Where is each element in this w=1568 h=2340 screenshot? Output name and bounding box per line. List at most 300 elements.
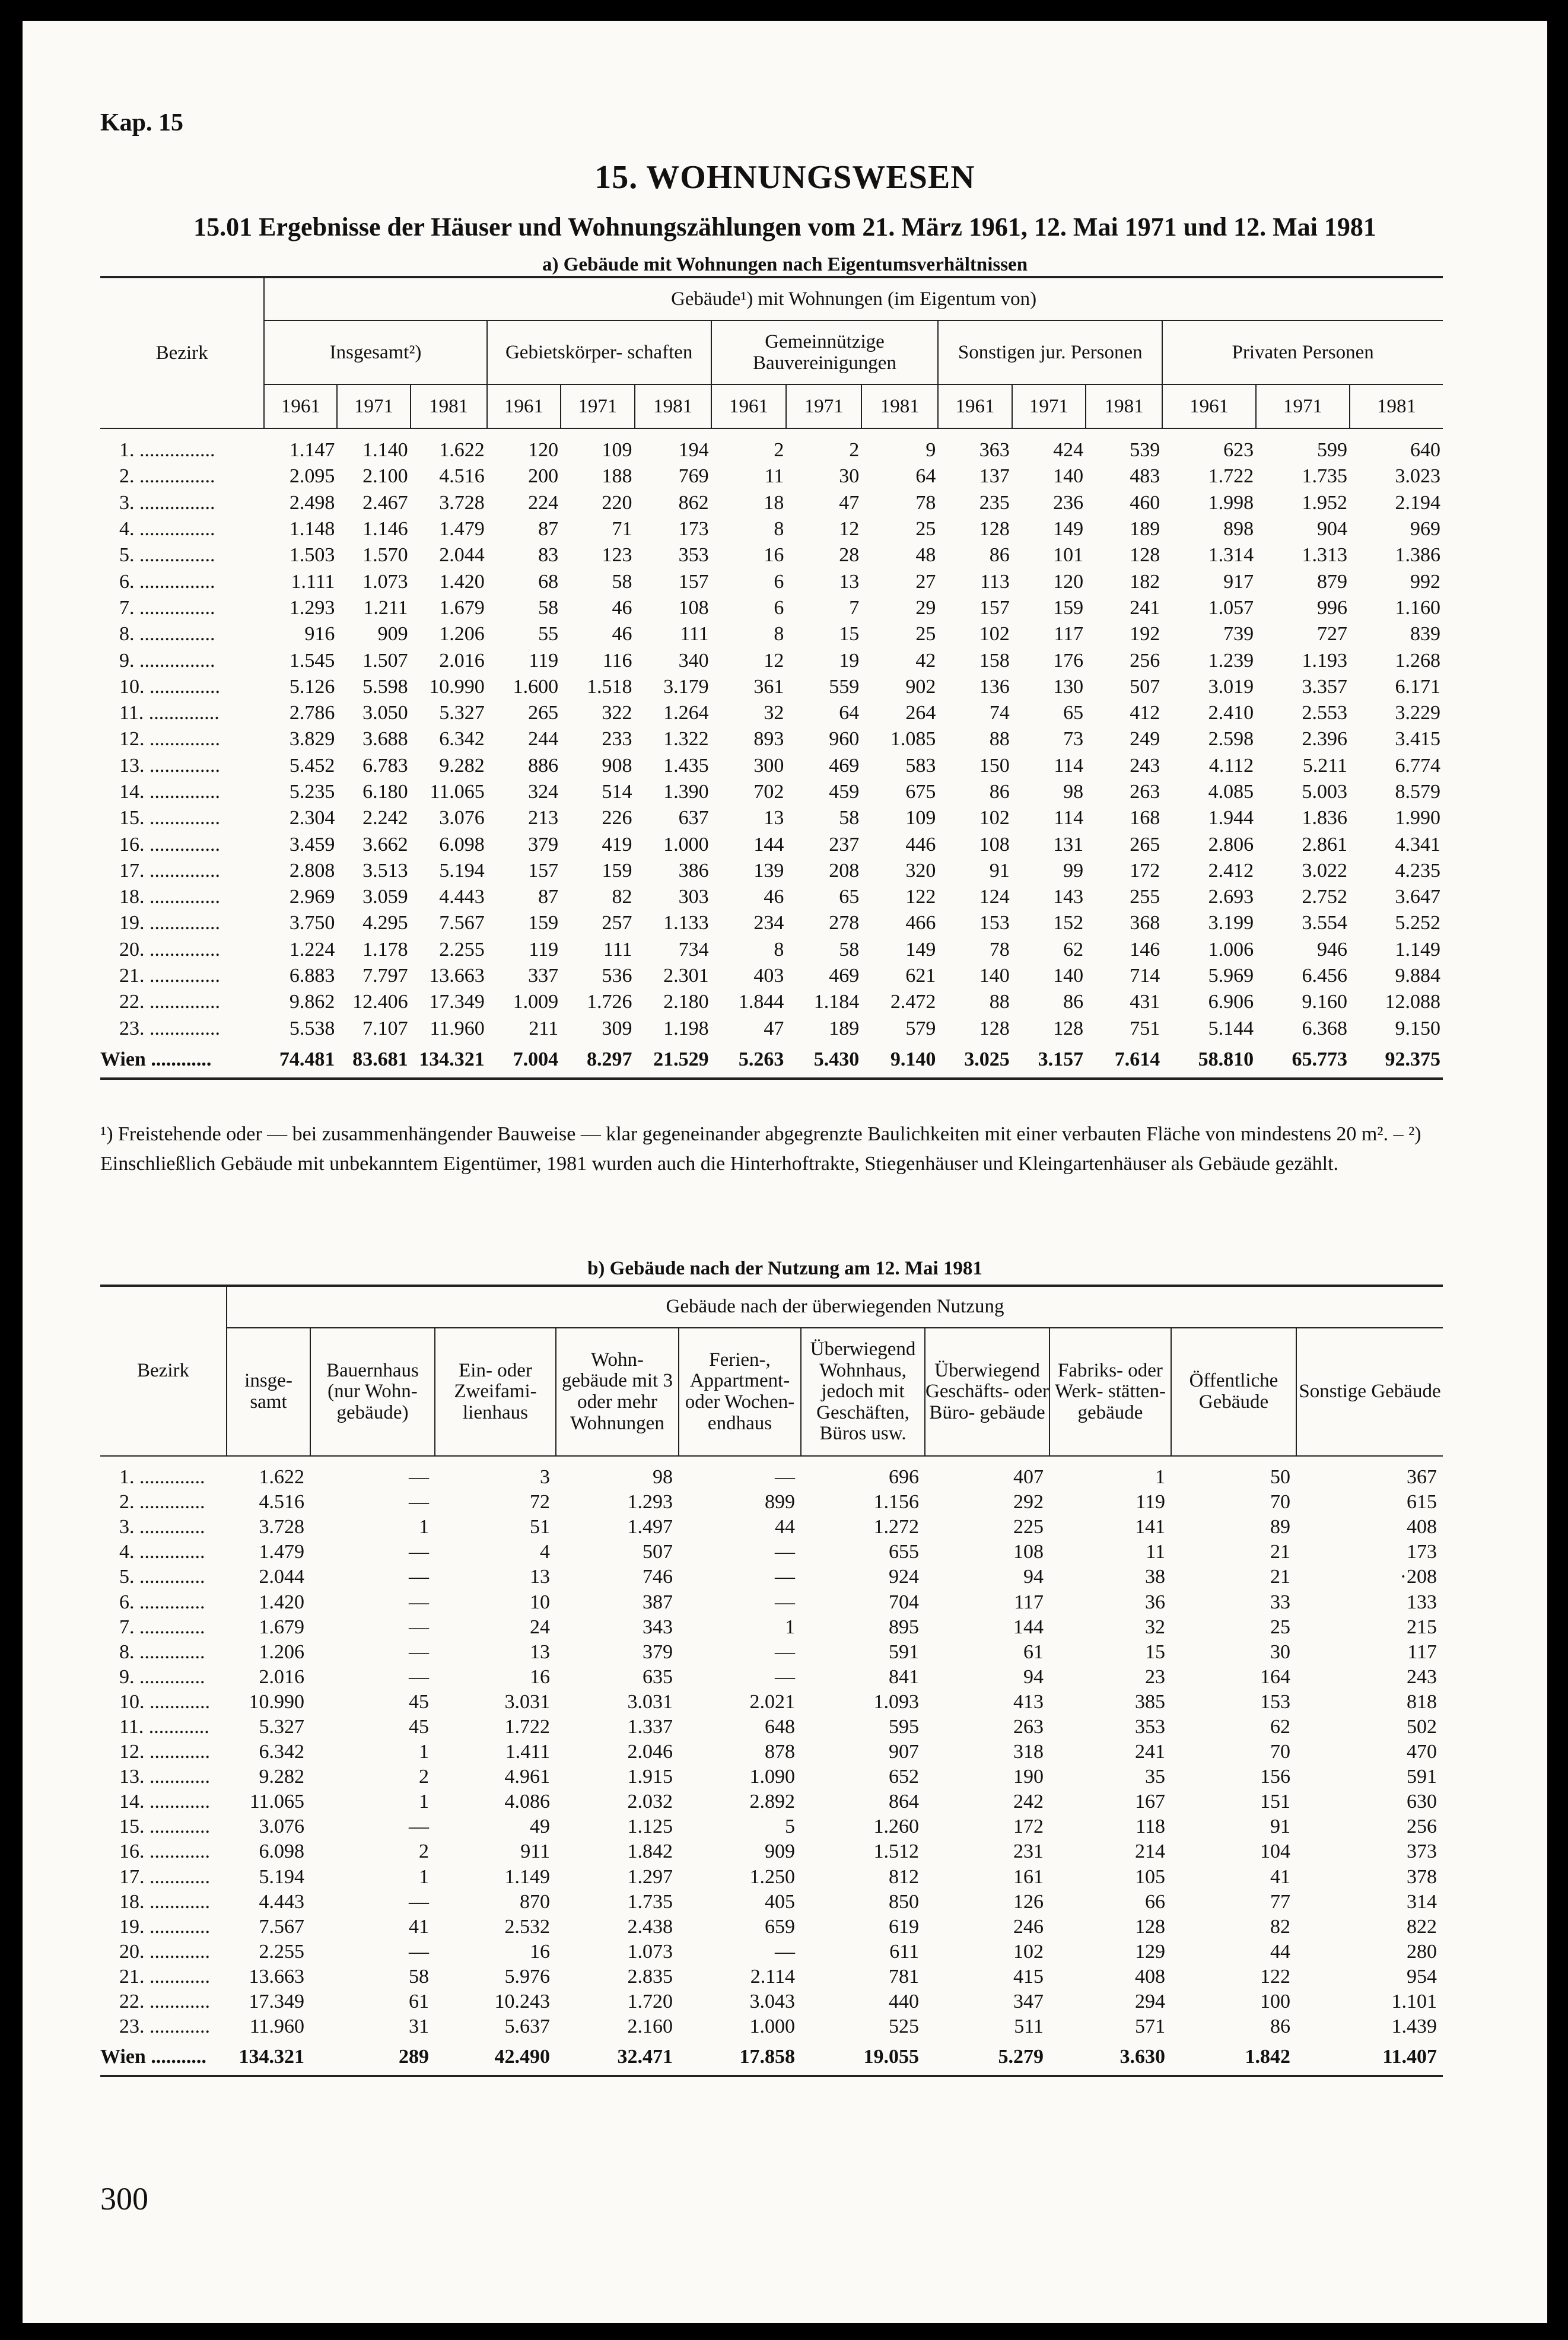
table-row (100, 463, 1443, 489)
year-header-cell: 1971 (1012, 384, 1086, 428)
table-cell: 3.179 (663, 675, 709, 698)
table-cell: 74 (989, 702, 1010, 724)
table-cell: 164 (1260, 1665, 1290, 1688)
table-cell: 5.327 (439, 702, 485, 724)
row-label: 9. ............... (119, 649, 215, 672)
row-label: 8. ............... (119, 623, 215, 646)
total-row (100, 2039, 1443, 2076)
table-cell: 3.023 (1395, 465, 1440, 488)
table-cell: 9.150 (1395, 1017, 1440, 1039)
group-header-cell: Privaten Personen (1162, 320, 1443, 384)
table-cell: 911 (520, 1840, 550, 1863)
table-a (100, 276, 1443, 1080)
table-cell: 109 (905, 807, 936, 829)
table-row (100, 831, 1443, 857)
table-cell: 1.149 (504, 1865, 550, 1888)
table-cell: 46 (764, 886, 784, 908)
total-cell: 19.055 (801, 2039, 925, 2076)
table-cell: 213 (528, 807, 559, 829)
table-cell: 152 (1053, 912, 1084, 934)
table-cell: 108 (979, 833, 1010, 856)
table-cell: 1.224 (289, 938, 335, 961)
table-cell: 28 (839, 544, 860, 567)
table-cell: 9.160 (1302, 991, 1347, 1013)
table-cell: 5.598 (362, 675, 408, 698)
table-cell: 2.016 (259, 1665, 304, 1688)
table-cell: 243 (1130, 754, 1160, 777)
table-cell: 946 (1316, 938, 1347, 961)
table-cell: 1.545 (289, 649, 335, 672)
table-cell: 3.031 (627, 1690, 673, 1713)
table-cell: 200 (528, 465, 559, 488)
table-row (100, 779, 1443, 805)
table-cell: 143 (1053, 886, 1084, 908)
row-label: 11. ............ (119, 1715, 209, 1738)
table-cell: 640 (1410, 439, 1440, 462)
table-cell: 916 (304, 623, 335, 646)
table-cell: 30 (1270, 1640, 1290, 1663)
row-label: 16. .............. (119, 833, 220, 856)
table-cell: 46 (612, 596, 632, 619)
table-cell: 36 (1145, 1591, 1165, 1613)
table-cell: 8 (774, 518, 784, 541)
table-cell: 25 (1270, 1616, 1290, 1638)
year-header-cell: 1981 (1086, 384, 1162, 428)
table-cell: 1.160 (1395, 596, 1440, 619)
table-cell: 86 (1270, 2015, 1290, 2038)
table-cell: — (775, 1665, 795, 1688)
table-cell: 64 (915, 465, 936, 488)
table-cell: 128 (979, 1017, 1010, 1039)
table-cell: 102 (979, 623, 1010, 646)
table-cell: 2.242 (362, 807, 408, 829)
table-row (100, 1964, 1443, 1989)
table-cell: 9.862 (289, 991, 335, 1013)
table-cell: 579 (905, 1017, 936, 1039)
table-cell: 41 (1270, 1865, 1290, 1888)
table-cell: 140 (979, 965, 1010, 987)
table-cell: 231 (1013, 1840, 1044, 1863)
table-cell: 2.969 (289, 886, 335, 908)
table-cell: 113 (979, 570, 1010, 593)
table-cell: 822 (1407, 1915, 1437, 1938)
table-cell: 91 (1270, 1816, 1290, 1838)
table-cell: 21 (1270, 1566, 1290, 1588)
table-cell: 9.282 (439, 754, 485, 777)
group-header-cell: Gemeinnützige Bauvereinigungen (711, 320, 939, 384)
table-cell: 623 (1223, 439, 1254, 462)
table-cell: 129 (1135, 1940, 1165, 1963)
table-cell: 48 (915, 544, 936, 567)
row-label: 5. ............... (119, 544, 215, 567)
table-cell: 5.211 (1302, 754, 1347, 777)
table-cell: 954 (1407, 1965, 1437, 1988)
table-cell: 13 (530, 1640, 550, 1663)
table-cell: 1.093 (873, 1690, 919, 1713)
table-row (100, 490, 1443, 516)
table-cell: 5.003 (1302, 781, 1347, 803)
table-cell: 908 (602, 754, 632, 777)
table-cell: 343 (643, 1616, 673, 1638)
table-cell: 5 (785, 1816, 795, 1838)
row-label: 10. .............. (119, 675, 220, 698)
table-cell: 1.293 (627, 1491, 673, 1514)
table-cell: 111 (603, 938, 632, 961)
table-cell: 1.507 (362, 649, 408, 672)
table-cell: 960 (829, 728, 860, 751)
table-cell: 2.396 (1302, 728, 1347, 751)
table-cell: 1.009 (513, 991, 559, 1013)
table-cell: 11 (764, 465, 784, 488)
table-cell: 11.065 (249, 1791, 304, 1813)
total-row (100, 1042, 1443, 1079)
table-cell: 907 (889, 1741, 919, 1763)
table-cell: 9.884 (1395, 965, 1440, 987)
table-cell: 460 (1130, 491, 1160, 514)
table-cell: 3.357 (1302, 675, 1347, 698)
row-label: 22. ............ (119, 1991, 210, 2013)
table-cell: 893 (753, 728, 784, 751)
table-cell: 6 (774, 570, 784, 593)
table-cell: 17.349 (249, 1991, 304, 2013)
year-header-cell: 1961 (264, 384, 337, 428)
table-cell: 734 (678, 938, 709, 961)
table-cell: 1.206 (259, 1640, 304, 1663)
table-cell: 118 (1136, 1816, 1165, 1838)
table-cell: 839 (1410, 623, 1440, 646)
table-cell: 45 (409, 1715, 429, 1738)
table-cell: 190 (1013, 1766, 1044, 1788)
table-cell: — (409, 1541, 429, 1563)
table-cell: — (409, 1940, 429, 1963)
row-label: 6. ............. (119, 1591, 205, 1613)
table-cell: 44 (1270, 1940, 1290, 1963)
table-cell: 751 (1130, 1017, 1160, 1039)
table-cell: 714 (1130, 965, 1160, 987)
table-cell: 7.567 (259, 1915, 304, 1938)
table-cell: 140 (1053, 965, 1084, 987)
table-cell: 157 (979, 596, 1010, 619)
row-label: 19. .............. (119, 912, 220, 934)
table-cell: 176 (1053, 649, 1084, 672)
table-cell: 86 (989, 544, 1010, 567)
table-cell: 256 (1130, 649, 1160, 672)
table-cell: 130 (1053, 675, 1084, 698)
table-cell: 280 (1407, 1940, 1437, 1963)
table-cell: 172 (1130, 859, 1160, 882)
table-cell: 1.512 (873, 1840, 919, 1863)
table-cell: 2.808 (289, 859, 335, 882)
total-cell: 21.529 (635, 1042, 711, 1079)
total-cell: 58.810 (1162, 1042, 1256, 1079)
table-cell: 378 (1407, 1865, 1437, 1888)
table-cell: 225 (1013, 1516, 1044, 1538)
table-cell: 5.538 (289, 1017, 335, 1039)
table-cell: 140 (1053, 465, 1084, 488)
table-cell: 156 (1260, 1766, 1290, 1788)
table-cell: 9 (925, 439, 936, 462)
table-cell: 82 (1270, 1915, 1290, 1938)
table-cell: 1.322 (663, 728, 709, 751)
table-cell: 1.720 (627, 1991, 673, 2013)
table-cell: 58 (538, 596, 559, 619)
table-cell: 1 (1155, 1466, 1165, 1489)
table-row (100, 1540, 1443, 1565)
table-cell: 1.250 (749, 1865, 795, 1888)
table-row (100, 674, 1443, 700)
group-header-b: Gebäude nach der überwiegenden Nutzung (227, 1286, 1443, 1328)
table-cell: 1.293 (289, 596, 335, 619)
table-cell: 4.112 (1208, 754, 1254, 777)
table-cell: 226 (602, 807, 632, 829)
table-cell: 6.456 (1302, 965, 1347, 987)
table-cell: 3 (540, 1466, 550, 1489)
table-cell: 11.065 (430, 781, 485, 803)
row-label: 22. .............. (119, 991, 220, 1013)
table-cell: 120 (1053, 570, 1084, 593)
row-label: 13. ............ (119, 1766, 210, 1788)
table-cell: 214 (1135, 1840, 1165, 1863)
table-cell: 1.479 (439, 518, 485, 541)
table-cell: 58 (839, 938, 860, 961)
column-header: Wohn- gebäude mit 3 oder mehr Wohnungen (556, 1328, 679, 1456)
table-cell: 128 (979, 518, 1010, 541)
total-label: Wien ............ (100, 1042, 264, 1079)
table-cell: 1.149 (1395, 938, 1440, 961)
table-cell: 899 (765, 1491, 795, 1514)
table-cell: 4.341 (1395, 833, 1440, 856)
table-row (100, 595, 1443, 621)
table-cell: 6.098 (439, 833, 485, 856)
table-cell: 3.728 (259, 1516, 304, 1538)
table-cell: 2 (419, 1840, 429, 1863)
col-bezirk-header: Bezirk (100, 277, 264, 428)
table-cell: 91 (989, 859, 1010, 882)
table-cell: 65 (839, 886, 860, 908)
table-cell: 241 (1135, 1741, 1165, 1763)
table-cell: 120 (528, 439, 559, 462)
table-cell: 6 (774, 596, 784, 619)
table-cell: 70 (1270, 1491, 1290, 1514)
table-cell: 2.255 (439, 938, 485, 961)
table-cell: 469 (829, 965, 860, 987)
table-cell: 78 (915, 491, 936, 514)
table-cell: — (409, 1616, 429, 1638)
table-cell: 385 (1135, 1690, 1165, 1713)
table-cell: 150 (979, 754, 1010, 777)
table-cell: 599 (1316, 439, 1347, 462)
table-row (100, 1565, 1443, 1589)
row-label: 4. ............... (119, 518, 215, 541)
row-label: 3. ............... (119, 491, 215, 514)
table-cell: 1.206 (439, 623, 485, 646)
table-cell: 265 (1130, 833, 1160, 856)
table-cell: 1.148 (289, 518, 335, 541)
table-cell: 5.452 (289, 754, 335, 777)
table-cell: 379 (643, 1640, 673, 1663)
table-cell: 161 (1013, 1865, 1044, 1888)
table-cell: 13.663 (249, 1965, 304, 1988)
table-cell: 696 (889, 1466, 919, 1489)
section-subtitle: 15.01 Ergebnisse der Häuser und Wohnungszählungen vom 21. März 1961, 12. Mai 1971 und 12. Mai 1981 (193, 212, 1376, 241)
table-cell: 10.990 (429, 675, 485, 698)
total-cell: 3.025 (938, 1042, 1012, 1079)
table-cell: 4.516 (259, 1491, 304, 1514)
table-cell: 3.031 (504, 1690, 550, 1713)
table-cell: 35 (1145, 1766, 1165, 1788)
table-cell: 41 (409, 1915, 429, 1938)
table-cell: 1.726 (587, 991, 632, 1013)
total-cell: 7.004 (487, 1042, 561, 1079)
table-cell: 192 (1130, 623, 1160, 646)
table-cell: 9.282 (259, 1766, 304, 1788)
table-cell: 1.570 (362, 544, 408, 567)
column-header: Fabriks- oder Werk- stätten- gebäude (1049, 1328, 1171, 1456)
table-cell: 2.016 (439, 649, 485, 672)
row-label: 6. ............... (119, 570, 215, 593)
total-cell: 8.297 (561, 1042, 634, 1079)
table-row (100, 910, 1443, 936)
year-header-cell: 1981 (861, 384, 938, 428)
table-cell: 3.647 (1395, 886, 1440, 908)
table-cell: 1.193 (1302, 649, 1347, 672)
table-cell: — (775, 1940, 795, 1963)
table-cell: 12.406 (352, 991, 408, 1013)
year-header-cell: 1961 (938, 384, 1012, 428)
table-cell: 353 (678, 544, 709, 567)
table-cell: 314 (1407, 1890, 1437, 1913)
table-cell: 2 (774, 439, 784, 462)
table-cell: 1 (419, 1865, 429, 1888)
row-label: 4. ............. (119, 1541, 205, 1563)
table-cell: — (775, 1566, 795, 1588)
table-cell: 71 (612, 518, 632, 541)
table-cell: 58 (409, 1965, 429, 1988)
table-cell: 2 (849, 439, 860, 462)
table-cell: 1.497 (627, 1516, 673, 1538)
table-cell: 1.125 (627, 1816, 673, 1838)
table-cell: 12 (839, 518, 860, 541)
table-cell: 1.073 (627, 1940, 673, 1963)
table-cell: 159 (602, 859, 632, 882)
table-cell: 2.472 (890, 991, 936, 1013)
table-cell: 236 (1053, 491, 1084, 514)
table-row (100, 1615, 1443, 1640)
table-cell: 1 (419, 1516, 429, 1538)
table-cell: 109 (602, 439, 632, 462)
table-cell: 188 (602, 465, 632, 488)
col-bezirk-header-b: Bezirk (100, 1286, 227, 1456)
total-cell: 92.375 (1350, 1042, 1443, 1079)
table-cell: 6.368 (1302, 1017, 1347, 1039)
table-cell: 1.337 (627, 1715, 673, 1738)
table-cell: 94 (1023, 1566, 1044, 1588)
table-cell: 1.313 (1302, 544, 1347, 567)
table-cell: 870 (520, 1890, 550, 1913)
table-cell: 7.797 (362, 965, 408, 987)
total-cell: 65.773 (1256, 1042, 1350, 1079)
table-cell: 126 (1013, 1890, 1044, 1913)
table-cell: 5.126 (289, 675, 335, 698)
page (23, 21, 1547, 2323)
row-label: 13. .............. (119, 754, 220, 777)
table-cell: 818 (1407, 1690, 1437, 1713)
column-header: Ferien-, Appartment- oder Wochen- endhaus (679, 1328, 801, 1456)
table-cell: — (409, 1816, 429, 1838)
table-cell: 769 (678, 465, 709, 488)
total-cell: 1.842 (1171, 2039, 1296, 2076)
table-cell: 386 (678, 859, 709, 882)
table-cell: 83 (538, 544, 559, 567)
table-cell: 99 (1063, 859, 1084, 882)
table-row (100, 1665, 1443, 1690)
table-cell: 1.000 (663, 833, 709, 856)
table-cell: 114 (1054, 754, 1084, 777)
table-cell: 1.184 (813, 991, 860, 1013)
table-cell: 514 (602, 781, 632, 803)
table-cell: 11.960 (249, 2015, 304, 2038)
table-row (100, 805, 1443, 831)
row-label: 15. ............ (119, 1816, 210, 1838)
table-cell: 655 (889, 1541, 919, 1563)
table-cell: 2.835 (627, 1965, 673, 1988)
table-cell: 5.194 (259, 1865, 304, 1888)
table-cell: 992 (1410, 570, 1440, 593)
table-cell: 2.752 (1302, 886, 1347, 908)
table-cell: 8 (774, 938, 784, 961)
table-cell: 368 (1130, 912, 1160, 934)
table-cell: 337 (528, 965, 559, 987)
table-cell: 88 (989, 728, 1010, 751)
table-cell: 2.255 (259, 1940, 304, 1963)
table-row (100, 1456, 1443, 1490)
table-cell: — (409, 1466, 429, 1489)
table-cell: 42 (915, 649, 936, 672)
table-cell: 139 (753, 859, 784, 882)
table-cell: 2.532 (504, 1915, 550, 1938)
table-cell: 234 (753, 912, 784, 934)
table-cell: 511 (1014, 2015, 1044, 2038)
table-cell: 637 (678, 807, 709, 829)
table-cell: 6.342 (259, 1741, 304, 1763)
table-cell: 264 (905, 702, 936, 724)
table-cell: 244 (528, 728, 559, 751)
table-cell: 33 (1270, 1591, 1290, 1613)
table-cell: 11.960 (430, 1017, 485, 1039)
table-cell: 5.976 (504, 1965, 550, 1988)
row-label: 20. .............. (119, 938, 220, 961)
row-label: 8. ............. (119, 1640, 205, 1663)
table-cell: 850 (889, 1890, 919, 1913)
table-cell: 886 (528, 754, 559, 777)
table-cell: 15 (839, 623, 860, 646)
table-cell: 77 (1270, 1890, 1290, 1913)
total-cell: 3.157 (1012, 1042, 1086, 1079)
row-label: 23. .............. (119, 1017, 220, 1039)
table-cell: 1 (419, 1791, 429, 1813)
total-cell: 134.321 (227, 2039, 310, 2076)
chapter-label: Kap. 15 (100, 109, 184, 136)
table-cell: 2.160 (627, 2015, 673, 2038)
table-cell: 158 (979, 649, 1010, 672)
table-cell: 47 (839, 491, 860, 514)
table-cell: 318 (1013, 1741, 1044, 1763)
table-cell: 44 (775, 1516, 795, 1538)
table-cell: 72 (530, 1491, 550, 1514)
table-cell: 62 (1063, 938, 1084, 961)
table-cell: 82 (612, 886, 632, 908)
table-cell: 2.467 (362, 491, 408, 514)
